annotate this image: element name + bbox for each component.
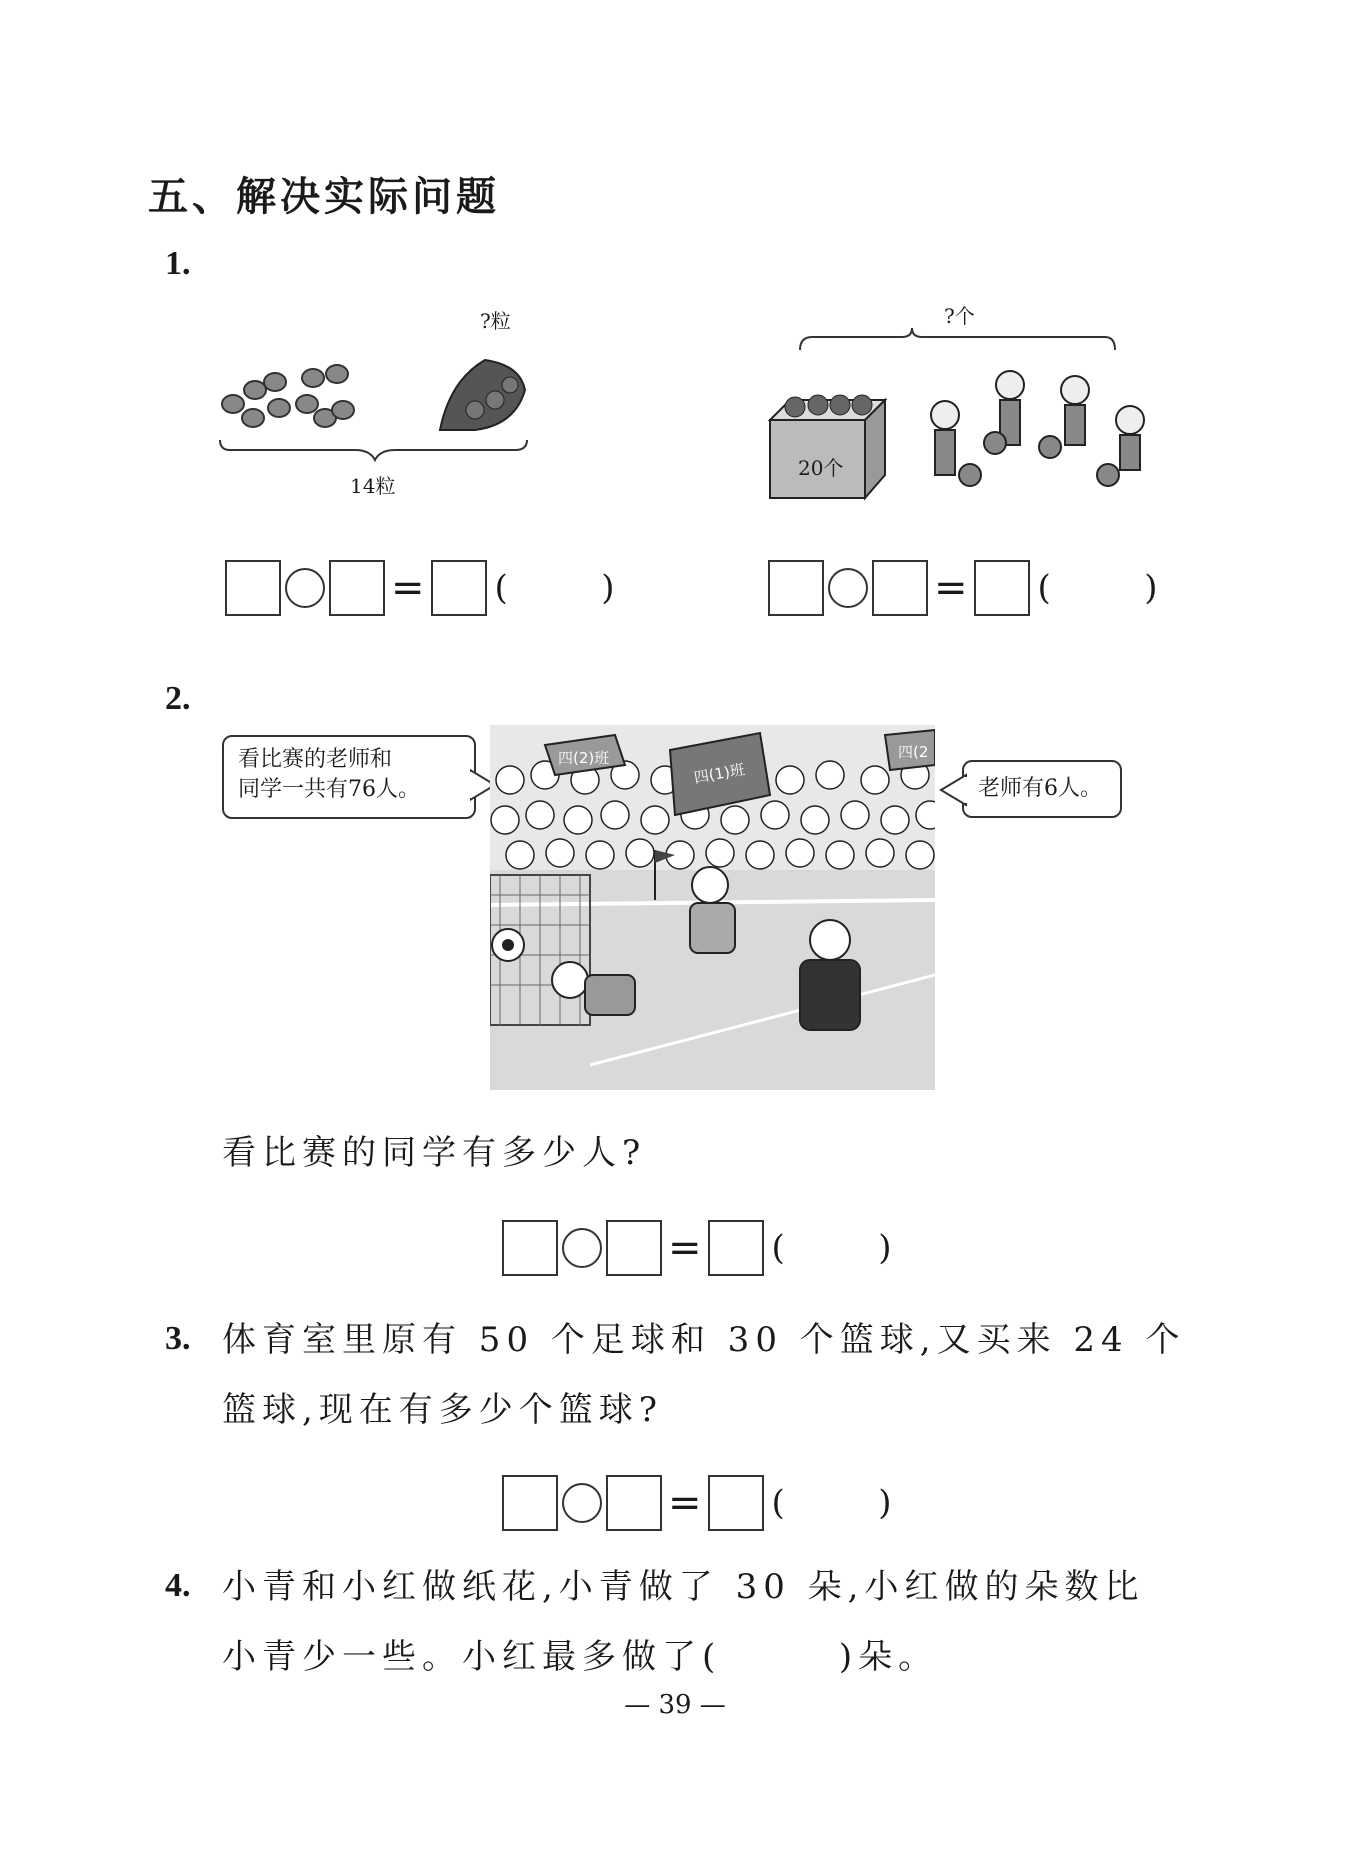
q2-equation <box>502 1218 892 1278</box>
answer-box[interactable] <box>329 560 385 616</box>
question-4-number: 4. <box>165 1567 191 1604</box>
operator-circle[interactable] <box>562 1483 602 1523</box>
unit-parentheses[interactable]: ( ) <box>771 1228 892 1268</box>
answer-box[interactable] <box>606 1475 662 1531</box>
unit-parentheses[interactable]: ( ) <box>494 568 615 608</box>
q4-text-line1: 小青和小红做纸花,小青做了 30 朵,小红做的朵数比 <box>222 1567 1145 1607</box>
q1-left-top-label: ?粒 <box>480 309 511 333</box>
bubble-left-line2: 同学一共有76人。 <box>238 777 420 802</box>
answer-box[interactable] <box>431 560 487 616</box>
unit-parentheses[interactable]: ( ) <box>771 1483 892 1523</box>
equals-sign: = <box>668 1225 702 1271</box>
section-title: 五、解决实际问题 <box>148 174 500 220</box>
answer-box[interactable] <box>502 1220 558 1276</box>
flag-label: 四(2 <box>898 743 929 761</box>
q3-text-line1: 体育室里原有 50 个足球和 30 个篮球,又买来 24 个 <box>222 1320 1186 1360</box>
answer-box[interactable] <box>872 560 928 616</box>
q2-question-text: 看比赛的同学有多少人? <box>222 1133 647 1173</box>
equals-sign: = <box>391 565 425 611</box>
q1-right-top-label: ?个 <box>944 304 975 328</box>
answer-box[interactable] <box>974 560 1030 616</box>
operator-circle[interactable] <box>562 1228 602 1268</box>
equals-sign: = <box>934 565 968 611</box>
equals-sign: = <box>668 1480 702 1526</box>
answer-box[interactable] <box>708 1475 764 1531</box>
operator-circle[interactable] <box>285 568 325 608</box>
operator-circle[interactable] <box>828 568 868 608</box>
q1-left-equation <box>225 558 615 618</box>
q1-right-equation <box>768 558 1158 618</box>
q3-equation <box>502 1473 892 1533</box>
q1-right-box-label: 20个 <box>798 456 844 480</box>
answer-box[interactable] <box>502 1475 558 1531</box>
answer-box[interactable] <box>606 1220 662 1276</box>
q4-text-line2: 小青少一些。小红最多做了( )朵。 <box>222 1637 939 1677</box>
speech-bubble-left <box>222 735 476 819</box>
q2-soccer-match-illustration <box>490 725 935 1090</box>
flag-label: 四(2)班 <box>558 749 610 767</box>
answer-box[interactable] <box>225 560 281 616</box>
speech-bubble-right: 老师有6人。 <box>962 760 1122 818</box>
unit-parentheses[interactable]: ( ) <box>1037 568 1158 608</box>
flag-label: 四(1)班 <box>692 760 747 787</box>
bubble-right-tail <box>938 770 968 810</box>
question-1-number: 1. <box>165 245 191 282</box>
bubble-left-line1: 看比赛的老师和 <box>238 747 393 772</box>
q1-left-bottom-label: 14粒 <box>350 474 396 498</box>
answer-box[interactable] <box>768 560 824 616</box>
q3-text-line2: 篮球,现在有多少个篮球? <box>222 1390 664 1430</box>
question-2-number: 2. <box>165 680 191 717</box>
question-3-number: 3. <box>165 1320 191 1357</box>
answer-box[interactable] <box>708 1220 764 1276</box>
page-number: — 39 — <box>624 1690 726 1720</box>
